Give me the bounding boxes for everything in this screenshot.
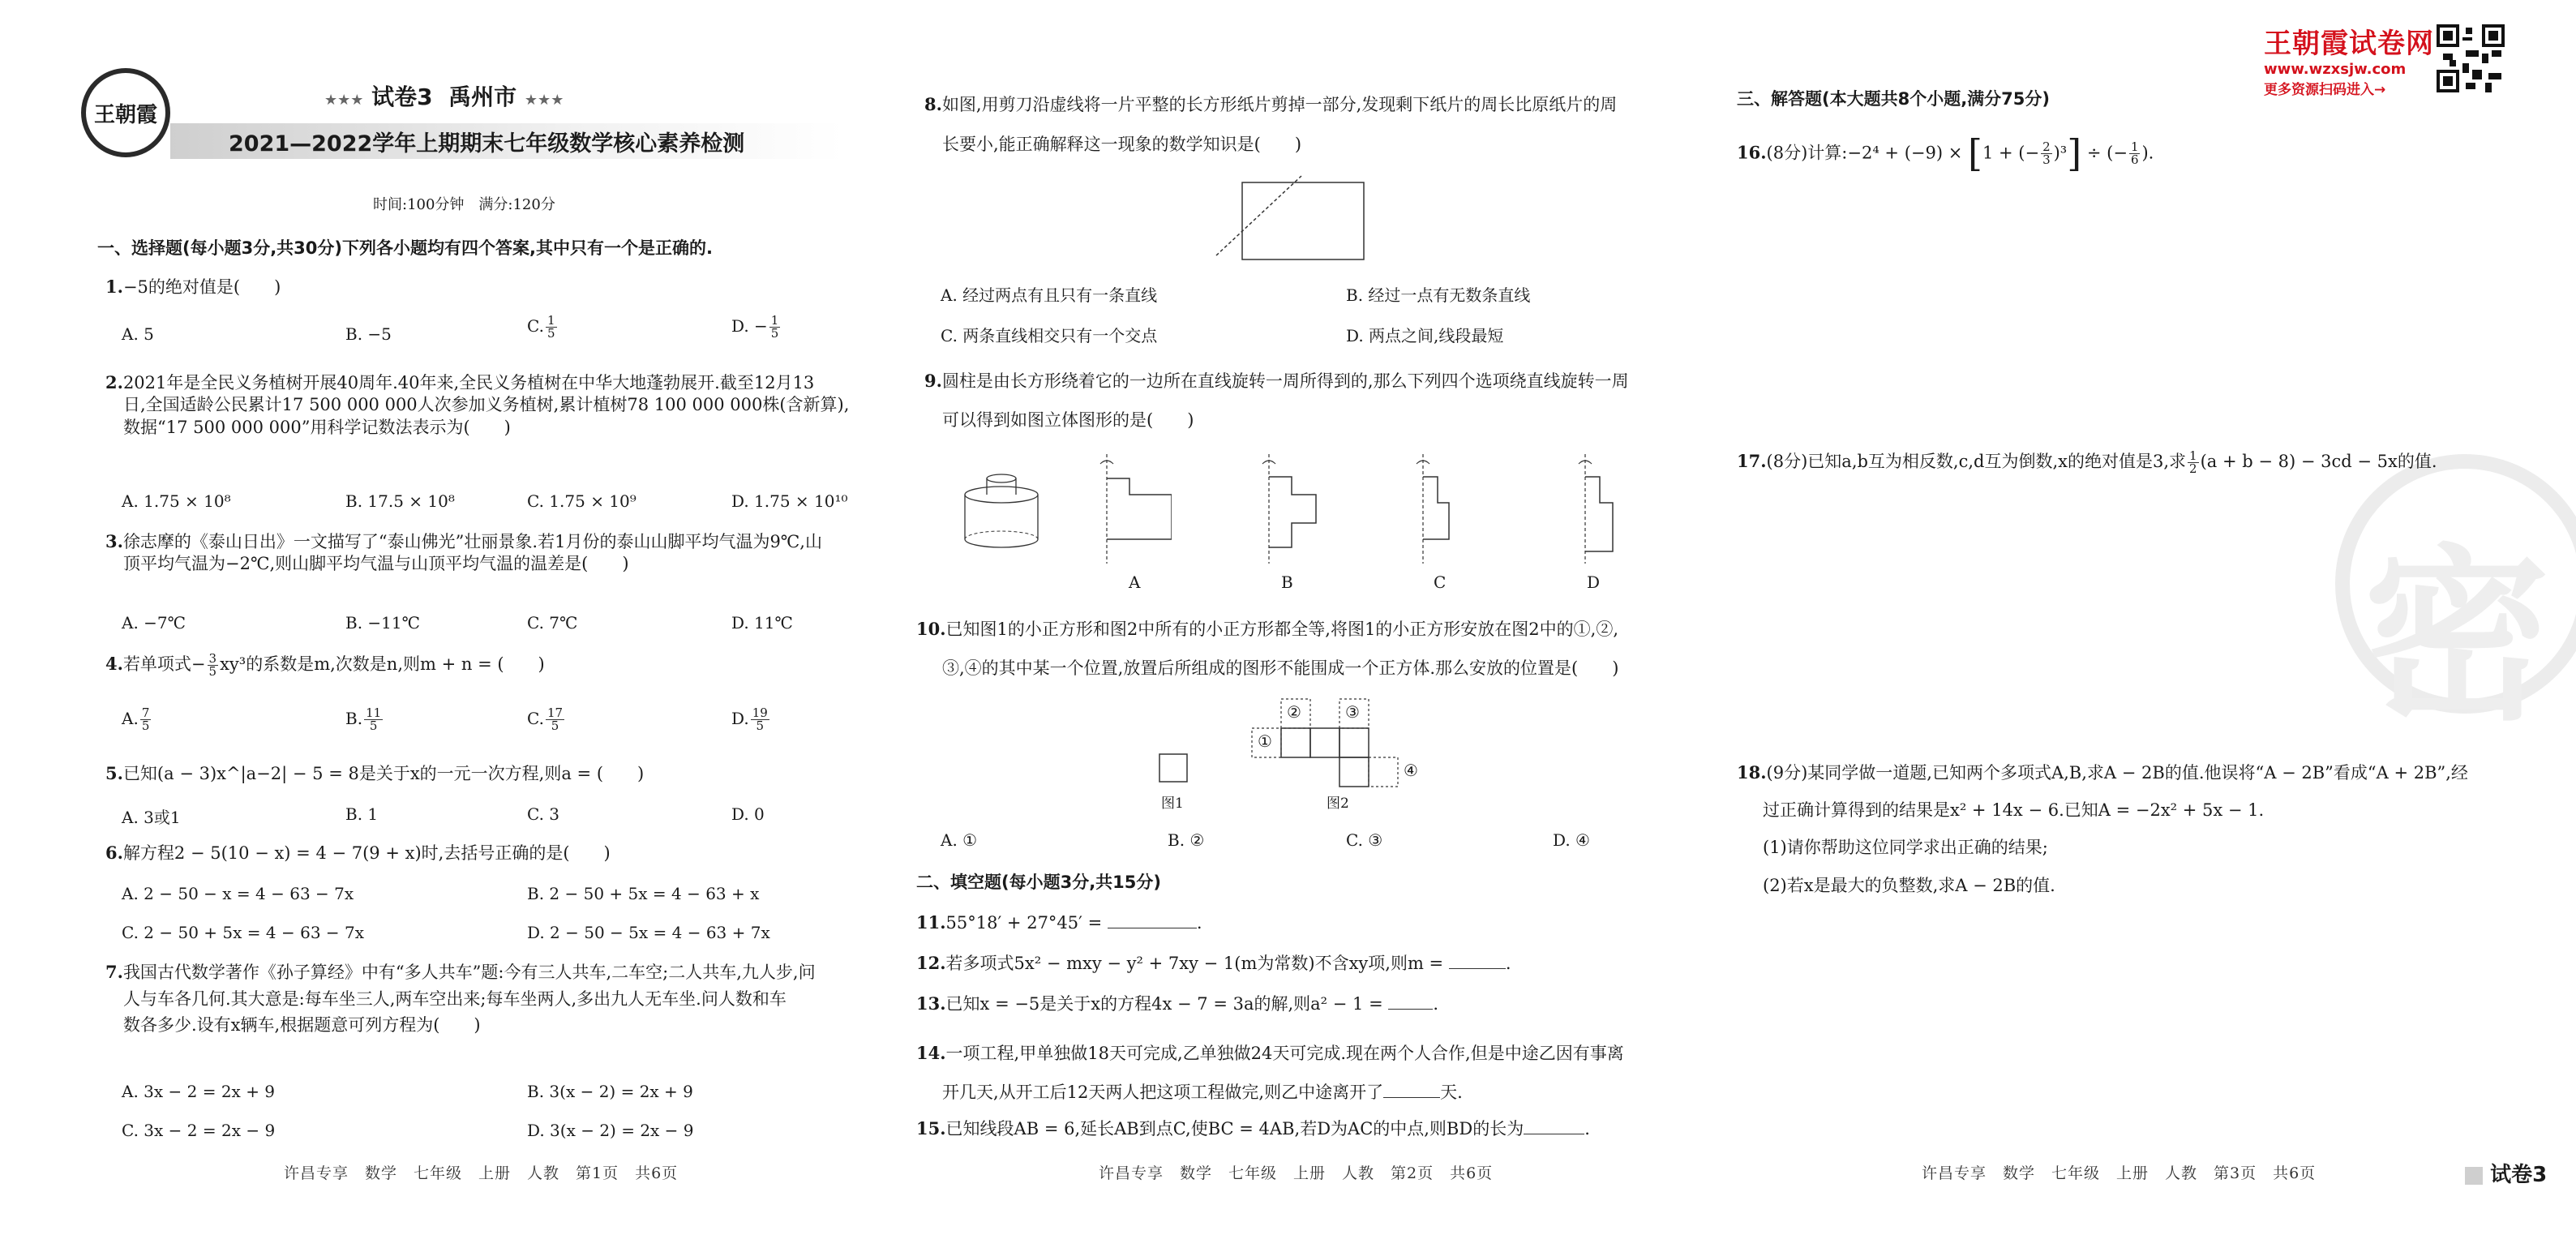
q8: 8.如图,用剪刀沿虚线将一片平整的长方形纸片剪掉一部分,发现剩下纸片的周长比原纸片的周 长要小,能正确解释这一现象的数学知识是( ) [924, 94, 1618, 155]
q3-option-c[interactable]: C. 7℃ [527, 613, 578, 633]
q7-option-d[interactable]: D. 3(x − 2) = 2x − 9 [527, 1121, 694, 1140]
q3-option-b[interactable]: B. −11℃ [345, 613, 420, 633]
q9-option-c-figure[interactable] [1407, 454, 1488, 568]
q4-option-b[interactable]: B. $\frac{11}{5}$ [345, 705, 382, 733]
q9-option-a-figure[interactable] [1091, 454, 1172, 568]
q9-solid-figure [961, 470, 1042, 555]
section3-heading: 三、解答题(本大题共8个小题,满分75分) [1737, 89, 2051, 109]
q5-option-d[interactable]: D. 0 [731, 804, 765, 824]
brand-name: 王朝霞试卷网 [2264, 28, 2434, 60]
q18: 18.(9分)某同学做一道题,已知两个多项式A,B,求A − 2B的值.他误将“A − 2B”看成“A + 2B”,经 过正确计算得到的结果是x² + 14x − 6.已知A = −2x² + 5x − 1. (1)请你帮助这位同学求出正确的结果; (2)若x是最大的负整数,求A − 2B的值. [1737, 762, 2468, 895]
q12-answer-blank[interactable] [1449, 954, 1506, 969]
q9-option-b-figure[interactable] [1253, 454, 1334, 568]
q7-option-a[interactable]: A. 3x − 2 = 2x + 9 [122, 1082, 276, 1101]
q10-fig1 [1158, 753, 1190, 785]
q8-figure [1212, 174, 1374, 268]
q10-fig2-label: 图2 [1327, 795, 1349, 812]
q7-option-c[interactable]: C. 3x − 2 = 2x − 9 [122, 1121, 276, 1140]
q10-mark-3: ③ [1345, 702, 1360, 722]
q10-option-b[interactable]: B. ② [1168, 830, 1205, 850]
q4: 4.若单项式− $\frac{3}{5}$ xy³的系数是m,次数是n,则m + n = ( ) [105, 651, 545, 679]
q3: 3.徐志摩的《泰山日出》一文描写了“泰山佛光”壮丽景象.若1月份的泰山山脚平均气温为9℃,山 顶平均气温为−2℃,则山脚平均气温与山顶平均气温的温差是( ) [105, 531, 822, 574]
q9-label-d: D [1587, 572, 1601, 592]
exam-title-banner [170, 123, 843, 159]
q4-option-c[interactable]: C. $\frac{17}{5}$ [527, 705, 564, 733]
q4-option-d[interactable]: D. $\frac{19}{5}$ [731, 705, 768, 733]
qr-code-icon[interactable] [2437, 24, 2505, 92]
q10-fig1-label: 图1 [1161, 795, 1184, 812]
q9: 9.圆柱是由长方形绕着它的一边所在直线旋转一周所得到的,那么下列四个选项绕直线旋转一周 可以得到如图立体图形的是( ) [924, 371, 1629, 431]
q5-option-c[interactable]: C. 3 [527, 804, 560, 824]
paper-location: 禹州市 [448, 84, 517, 110]
q10-mark-2: ② [1287, 702, 1301, 722]
q6: 6.解方程2 − 5(10 − x) = 4 − 7(9 + x)时,去括号正确的是( ) [105, 843, 611, 863]
logo-text: 王朝霞 [93, 102, 157, 127]
q6-option-a[interactable]: A. 2 − 50 − x = 4 − 63 − 7x [122, 884, 354, 903]
section1-heading: 一、选择题(每小题3分,共30分)下列各小题均有四个答案,其中只有一个是正确的. [97, 238, 713, 258]
q4-option-a[interactable]: A. $\frac{7}{5}$ [122, 705, 150, 733]
footer-page-2: 许昌专享 数学 七年级 上册 人教 第2页 共6页 [1099, 1164, 1494, 1182]
q7: 7.我国古代数学著作《孙子算经》中有“多人共车”题:今有三人共车,二车空;二人共车,九人步,问 人与车各几何.其大意是:每车坐三人,两车空出来;每车坐两人,多出九人无车坐.问人数和车 数各多少.设有x辆车,根据题意可列方程为( ) [105, 962, 816, 1036]
q13: 13.已知x = −5是关于x的方程4x − 7 = 3a的解,则a² − 1 = . [916, 993, 1439, 1014]
badge-square-icon [2465, 1167, 2483, 1185]
q9-label-c: C [1434, 572, 1447, 592]
q10: 10.已知图1的小正方形和图2中所有的小正方形都全等,将图1的小正方形安放在图2中的①,②, ③,④的其中某一个位置,放置后所组成的图形不能围成一个正方体.那么安放的位置是( ) [916, 619, 1619, 679]
brand-url[interactable]: www.wzxsjw.com [2264, 61, 2407, 78]
q8-option-c[interactable]: C. 两条直线相交只有一个交点 [941, 326, 1158, 345]
paper-badge: 试卷3 [2465, 1158, 2547, 1188]
q15-answer-blank[interactable] [1524, 1119, 1584, 1134]
exam-title: 2021—2022学年上期期末七年级数学核心素养检测 [229, 131, 745, 157]
q16: 16.(8分)计算:−2⁴ + (−9) × [1 + (− $\frac{2}{3}$ )³] ÷ (− $\frac{1}{6}$ ). [1737, 131, 2154, 175]
q10-option-c[interactable]: C. ③ [1346, 830, 1383, 850]
q10-mark-4: ④ [1404, 761, 1418, 780]
q3-option-d[interactable]: D. 11℃ [731, 613, 793, 633]
q6-option-d[interactable]: D. 2 − 50 − 5x = 4 − 63 + 7x [527, 923, 770, 942]
q5: 5.已知(a − 3)x^|a−2| − 5 = 8是关于x的一元一次方程,则a = ( ) [105, 763, 645, 783]
q11: 11.55°18′ + 27°45′ = . [916, 912, 1202, 933]
q10-option-d[interactable]: D. ④ [1553, 830, 1590, 850]
q10-mark-1: ① [1258, 731, 1272, 751]
paper-number: 试卷3 [371, 84, 433, 110]
q2-option-c[interactable]: C. 1.75 × 10⁹ [527, 491, 636, 511]
q13-answer-blank[interactable] [1388, 994, 1433, 1010]
q7-option-b[interactable]: B. 3(x − 2) = 2x + 9 [527, 1082, 693, 1101]
time-info: 时间:100分钟 满分:120分 [373, 196, 555, 213]
q12: 12.若多项式5x² − mxy − y² + 7xy − 1(m为常数)不含xy项,则m = . [916, 953, 1511, 973]
q9-label-a: A [1129, 572, 1141, 592]
brand-block [2264, 21, 2434, 98]
q9-option-d-figure[interactable] [1569, 454, 1650, 568]
q8-option-b[interactable]: B. 经过一点有无数条直线 [1346, 285, 1531, 305]
q10-fig2 [1249, 697, 1427, 788]
q2: 2.2021年是全民义务植树开展40周年.40年来,全民义务植树在中华大地蓬勃展开.截至12月13 日,全国适龄公民累计17 500 000 000人次参加义务植树,累计植树78 100 000 000株(含新算), 数据“17 500 000 000”用科学记数法表示为( ) [105, 372, 850, 437]
q2-option-d[interactable]: D. 1.75 × 10¹⁰ [731, 491, 848, 511]
q5-option-b[interactable]: B. 1 [345, 804, 379, 824]
q1-option-c[interactable]: C. $\frac{1}{5}$ [527, 313, 555, 341]
stars-right: ★★★ [524, 92, 564, 109]
q3-option-a[interactable]: A. −7℃ [122, 613, 186, 633]
q1-option-a[interactable]: A. 5 [122, 324, 154, 344]
q15: 15.已知线段AB = 6,延长AB到点C,使BC = 4AB,若D为AC的中点,则BD的长为 . [916, 1118, 1590, 1139]
q2-option-a[interactable]: A. 1.75 × 10⁸ [122, 491, 231, 511]
q1-option-b[interactable]: B. −5 [345, 324, 392, 344]
logo-seal [81, 68, 170, 157]
q17: 17.(8分)已知a,b互为相反数,c,d互为倒数,x的绝对值是3,求 $\frac{1}{2}$ (a + b − 8) − 3cd − 5x的值. [1737, 448, 2437, 476]
q14: 14.一项工程,甲单独做18天可完成,乙单独做24天可完成.现在两个人合作,但是中途乙因有事离 开几天,从开工后12天两人把这项工程做完,则乙中途离开了 天. [916, 1043, 1624, 1103]
q9-label-b: B [1281, 572, 1293, 592]
q1-option-d[interactable]: D. − $\frac{1}{5}$ [731, 313, 779, 341]
footer-page-1: 许昌专享 数学 七年级 上册 人教 第1页 共6页 [284, 1164, 679, 1182]
q2-option-b[interactable]: B. 17.5 × 10⁸ [345, 491, 455, 511]
brand-more: 更多资源扫码进入→ [2264, 82, 2386, 98]
q6-option-c[interactable]: C. 2 − 50 + 5x = 4 − 63 − 7x [122, 923, 365, 942]
q14-answer-blank[interactable] [1383, 1083, 1440, 1098]
q8-option-a[interactable]: A. 经过两点有且只有一条直线 [941, 285, 1158, 305]
q5-option-a[interactable]: A. 3或1 [122, 808, 181, 827]
q10-option-a[interactable]: A. ① [941, 830, 978, 850]
paper-header [324, 79, 564, 112]
q11-answer-blank[interactable] [1108, 913, 1197, 928]
watermark-glyph-icon: 密 [2364, 527, 2551, 746]
q1: 1.−5的绝对值是( ) [105, 277, 281, 297]
section2-heading: 二、填空题(每小题3分,共15分) [916, 873, 1162, 892]
stars-left: ★★★ [324, 92, 364, 109]
q8-option-d[interactable]: D. 两点之间,线段最短 [1346, 326, 1504, 345]
footer-page-3: 许昌专享 数学 七年级 上册 人教 第3页 共6页 [1922, 1164, 2317, 1182]
q6-option-b[interactable]: B. 2 − 50 + 5x = 4 − 63 + x [527, 884, 760, 903]
